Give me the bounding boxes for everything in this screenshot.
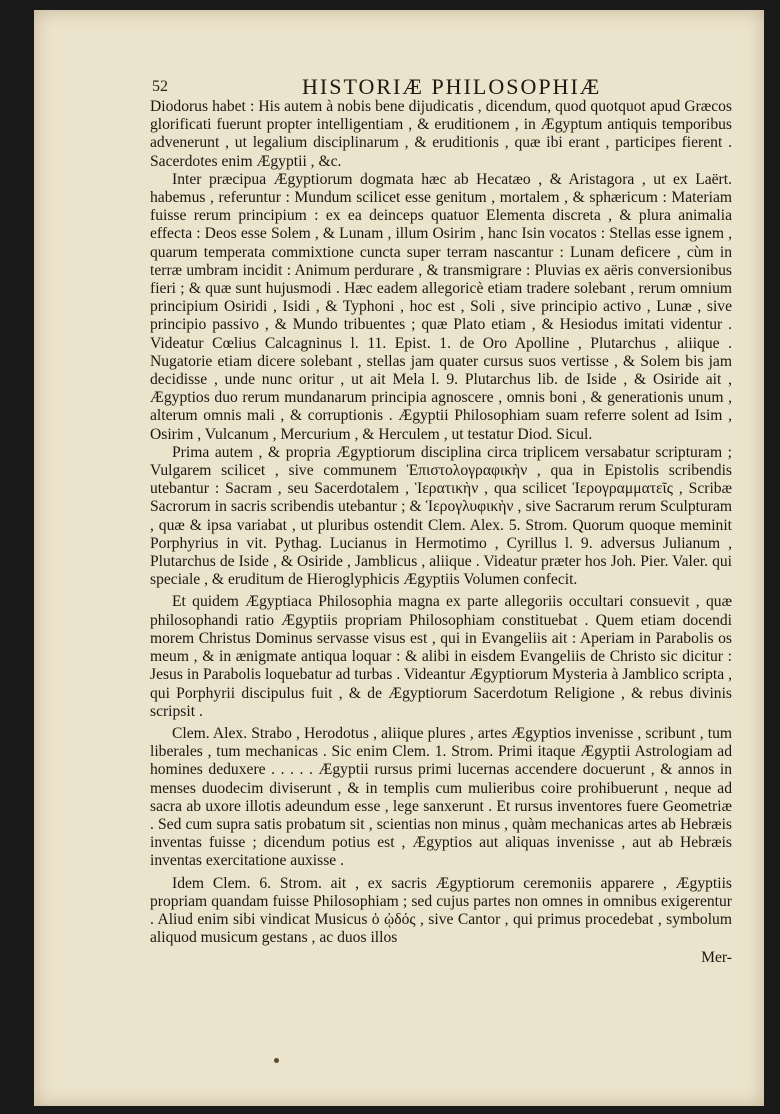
paper-speck: [274, 1058, 279, 1063]
catchword: Mer-: [701, 949, 732, 967]
paragraph-3: Prima autem , & propria Ægyptiorum disciplina circa triplicem versabatur scripturam ; Vulgarem scilicet , sive communem Ἐπιστολογραφικὴν , qua in Epistolis scribendis utebantur : Sacram , seu Sacerdotalem , Ἱερατικὴν , qua scilicet Ἱερογραμματεῖς , Scribæ Sacrorum in sacris scribendis utebantur ; & Ἱερογλυφικὴν , sive Sacrarum rerum Sculpturam , quæ & ipsa variabat , ut pluribus ostendit Clem. Alex. 5. Strom. Quorum quoque meminit Porphyrius in vit. Pythag. Lucianus in Hermotimo , Cyrillus l. 9. adversus Julianum , Plutarchus de Iside , & Osiride , Jamblicus , aliique . Videatur præter hos Joh. Pier. Valer. qui speciale , & eruditum de Hieroglyphicis Ægyptiis Volumen confecit.: [150, 443, 732, 589]
paragraph-2: Inter præcipua Ægyptiorum dogmata hæc ab Hecatæo , & Aristagora , ut ex Laërt. habemus , referuntur : Mundum scilicet esse genitum , mortalem , & sphæricum : Materiam fuisse rerum principium : ex ea deinceps quatuor Elementa discreta , & plura animalia effecta : Deos esse Solem , & Lunam , illum Osirim , hanc Isin vocatos : Stellas esse ignem , quarum temperata commixtione cuncta super terram nascantur : Lunam deficere , cùm in terræ umbram incidit : Animum perdurare , & transmigrare : Pluvias ex aëris conversionibus fieri ; & quæ sunt hujusmodi . Hæc eadem allegoricè etiam tradere solebant , rerum omnium principium Osiridi , Isidi , & Typhoni , hoc est , Soli , sive principio activo , Lunæ , sive principio passivo , & Mundo tribuentes ; quæ Plato etiam , & Hesiodus imitati videntur . Videatur Cœlius Calcagninus l. 11. Epist. 1. de Oro Apolline , Plutarchus , aliique . Nugatorie etiam dicere solebant , stellas jam quater cursus suos vertisse , & Solem bis jam decidisse , unde nunc oritur , ut ait Mela l. 9. Plutarchus lib. de Iside , & Osiride ait , Ægyptios duo rerum mundanarum principia agnoscere , omnis boni , & generationis unum , alterum omnis mali , & corruptionis . Ægyptii Philosophiam suam referre solent ad Isim , Osirim , Vulcanum , Mercurium , & Herculem , ut testatur Diod. Sicul.: [150, 170, 732, 443]
paragraph-4: Et quidem Ægyptiaca Philosophia magna ex parte allegoriis occultari consuevit , quæ philosophandi ratio Ægyptiis propriam Philosophiam constituebat . Quem etiam docendi morem Christus Dominus servasse visus est , qui in Evangeliis ait : Aperiam in Parabolis os meum , & in ænigmate antiqua loquar : & alibi in eisdem Evangeliis de Christo sic dicitur : Jesus in Parabolis loquebatur ad turbas . Videantur Ægyptiorum Mysteria à Jamblico scripta , qui Porphyrii discipulus fuit , & de Ægyptiorum Sacerdotum Religione , & rebus divinis scripsit .: [150, 593, 732, 720]
page-number: 52: [152, 78, 168, 95]
paragraph-1: Diodorus habet : His autem à nobis bene dijudicatis , dicendum, quod quotquot apud Græcos glorificati fuerunt propter intelligentiam , & eruditionem , in Ægyptum antiquis temporibus advenerunt , ut legalium disciplinarum , & eruditionis , quæ ibi erant , participes fierent . Sacerdotes enim Ægyptii , &c.: [150, 98, 732, 170]
paragraph-6: Idem Clem. 6. Strom. ait , ex sacris Ægyptiorum ceremoniis apparere , Ægyptiis propriam quandam fuisse Philosophiam ; sed cujus partes non omnes in omnibus exigerentur . Aliud enim sibi vindicat Musicus ὁ ᾠδός , sive Cantor , qui primus procedebat , symbolum aliquod musicum gestans , ac duos illos: [150, 874, 732, 947]
body-text: [150, 98, 732, 968]
page-header: [152, 70, 772, 100]
paragraph-5: Clem. Alex. Strabo , Herodotus , aliique plures , artes Ægyptios invenisse , scribunt , tum liberales , tum mechanicas . Sic enim Clem. 1. Strom. Primi itaque Ægyptii Astrologiam ad homines deduxere . . . . . Ægyptii rursus primi lucernas accendere docuerunt , & annos in menses duodecim diviserunt , & in templis cum mulieribus coire prohibuerunt , neque ad sacra ab uxore illotis adeundum esse , lege sanxerunt . Et rursus inventores fuere Geometriæ . Sed cum supra satis probatum sit , scientias non minus , quàm mechanicas artes ab Hebræis inventas fuisse ; dicendum potius est , Ægyptios aut aliquas invenisse , aut ab Hebræis inventas exercitatione auxisse .: [150, 724, 732, 870]
running-title: HISTORIÆ PHILOSOPHIÆ: [302, 74, 602, 99]
